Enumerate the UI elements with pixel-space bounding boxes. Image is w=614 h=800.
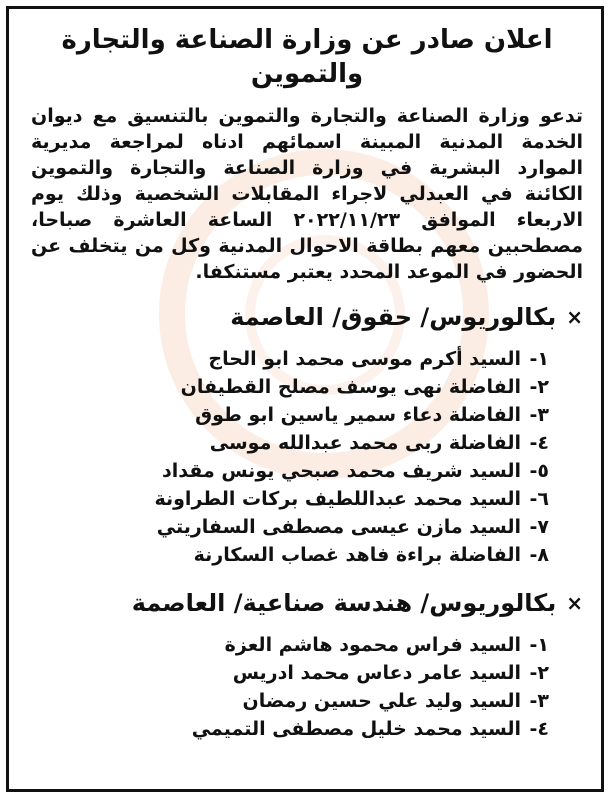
item-number: ٤- (529, 432, 549, 454)
section-title: بكالوريوس/ هندسة صناعية/ العاصمة (131, 589, 557, 617)
close-x-icon: × (566, 305, 583, 329)
announcement-body: تدعو وزارة الصناعة والتجارة والتموين بالتنسيق مع ديوان الخدمة المدنية المبينة اسمائهم ادناه لمراجعة مديرية الموارد البشرية في وزارة الصناعة والتجارة والتموين الكائنة في العبدلي لاجراء المقابلات الشخصية وذلك يوم الاربعاء الموافق ٢٠٢٢/١١/٢٣ الساعة العاشرة صباحا، مصطحبين معهم بطاقة الاحوال المدنية وكل من يتخلف عن الحضور في الموعد المحدد يعتبر مستنكفا. (31, 105, 583, 283)
list-item (31, 659, 549, 687)
section-heading-industrial-engineering (31, 587, 583, 619)
names-list-industrial-engineering (31, 631, 583, 743)
close-x-icon: × (566, 591, 583, 615)
list-item (31, 687, 549, 715)
person-name: الفاضلة ربى محمد عبدالله موسى (209, 432, 521, 454)
item-number: ٣- (529, 404, 549, 426)
item-number: ٦- (529, 488, 549, 510)
person-name: السيد فراس محمود هاشم العزة (224, 634, 521, 656)
person-name: السيد محمد عبداللطيف بركات الطراونة (154, 488, 521, 510)
list-item (31, 715, 549, 743)
person-name: الفاضلة نهى يوسف مصلح القطيفان (180, 376, 521, 398)
item-number: ٨- (529, 544, 549, 566)
item-number: ٢- (529, 376, 549, 398)
section-title: بكالوريوس/ حقوق/ العاصمة (230, 303, 557, 331)
section-heading-law (31, 301, 583, 333)
item-number: ٥- (529, 460, 549, 482)
item-number: ١- (529, 634, 549, 656)
list-item (31, 541, 549, 569)
item-number: ٢- (529, 662, 549, 684)
person-name: السيد محمد خليل مصطفى التميمي (191, 718, 521, 740)
person-name: السيد وليد علي حسين رمضان (242, 690, 521, 712)
list-item (31, 513, 549, 541)
names-list-law (31, 345, 583, 569)
list-item (31, 401, 549, 429)
list-item (31, 345, 549, 373)
person-name: السيد أكرم موسى محمد ابو الحاج (208, 348, 521, 370)
person-name: السيد شريف محمد صبحي يونس مقداد (162, 460, 521, 482)
list-item (31, 485, 549, 513)
person-name: الفاضلة براءة فاهد غصاب السكارنة (193, 544, 521, 566)
list-item (31, 429, 549, 457)
item-number: ٤- (529, 718, 549, 740)
announcement-content (9, 9, 601, 743)
person-name: السيد مازن عيسى مصطفى السفاريتي (156, 516, 521, 538)
announcement-frame (6, 6, 604, 792)
list-item (31, 373, 549, 401)
list-item (31, 631, 549, 659)
person-name: الفاضلة دعاء سمير ياسين ابو طوق (195, 404, 521, 426)
announcement-title: اعلان صادر عن وزارة الصناعة والتجارة والتموين (61, 25, 553, 89)
person-name: السيد عامر دعاس محمد ادريس (232, 662, 521, 684)
list-item (31, 457, 549, 485)
item-number: ١- (529, 348, 549, 370)
item-number: ٧- (529, 516, 549, 538)
item-number: ٣- (529, 690, 549, 712)
